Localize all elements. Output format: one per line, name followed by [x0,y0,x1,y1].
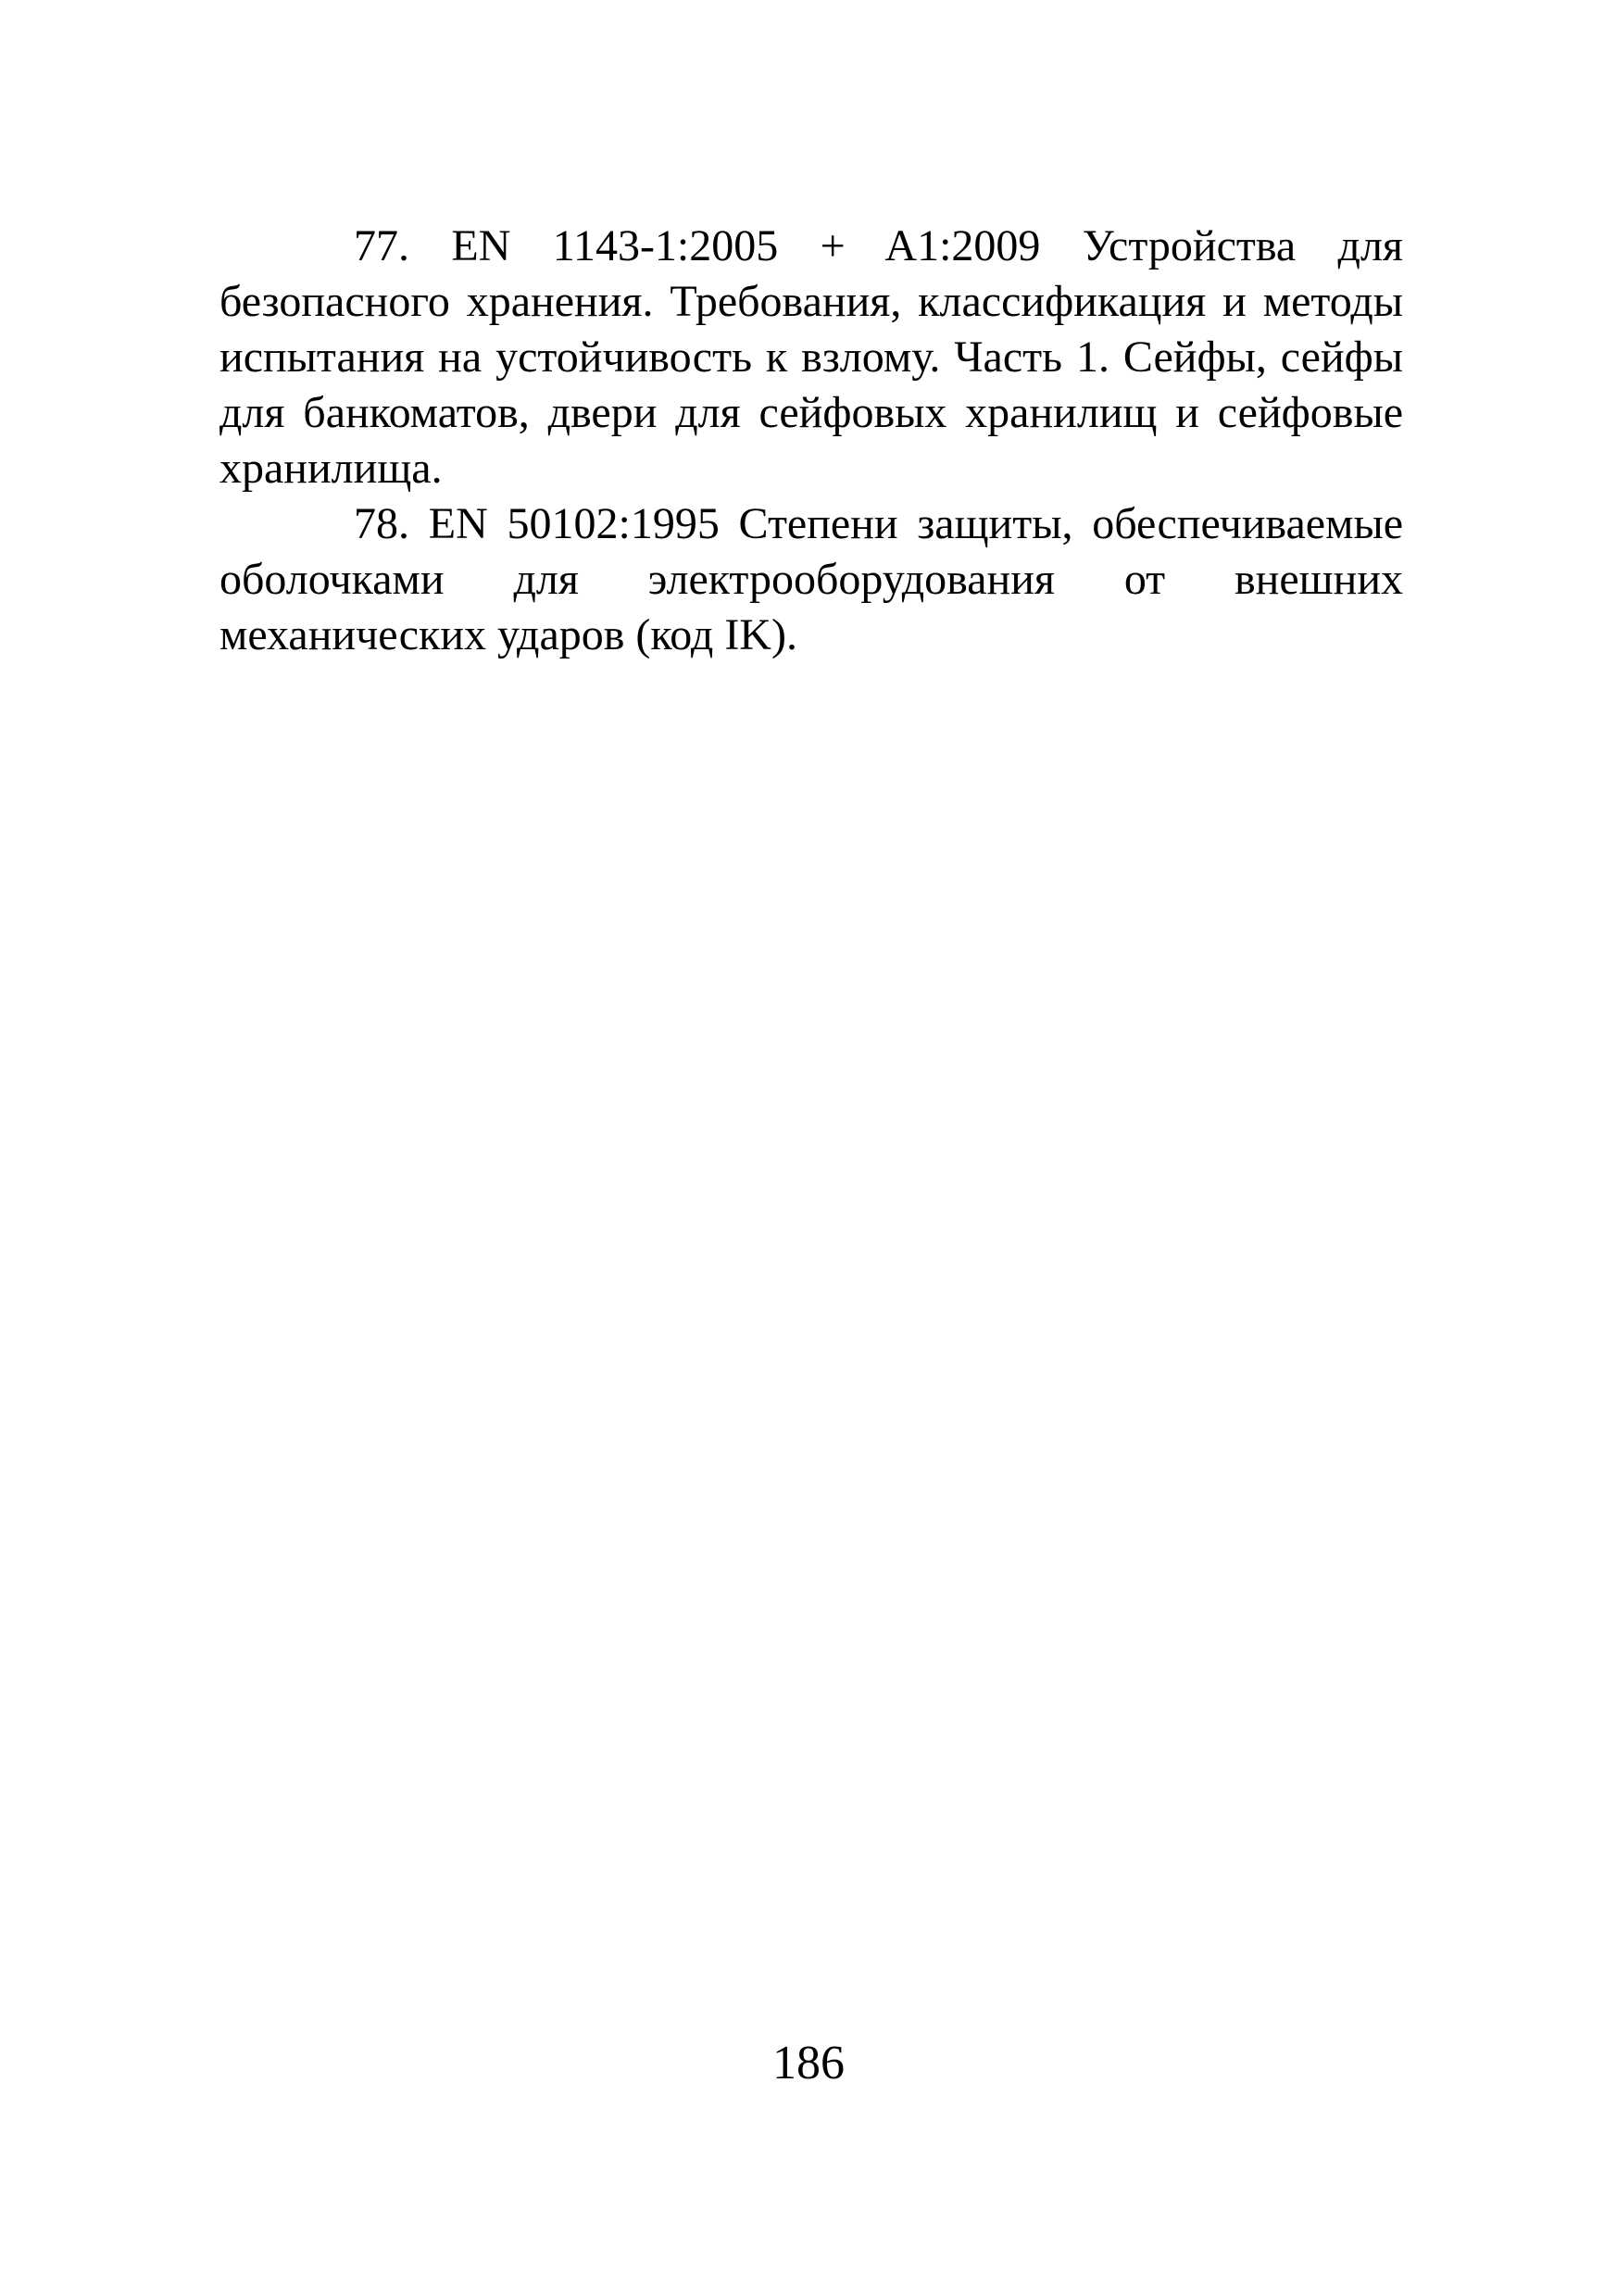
references-list [219,219,1403,663]
entry-text: EN 50102:1995 Степени защиты, обеспечиваемые оболочками для электрооборудования от внешних механических ударов (код IK). [219,499,1404,659]
entry-number: 78. [354,499,409,548]
reference-entry-78 [219,496,1403,663]
page-number: 186 [772,2037,845,2089]
entry-number: 77. [354,221,409,270]
reference-entry-77 [219,219,1403,496]
entry-text: EN 1143-1:2005 + A1:2009 Устройства для безопасного хранения. Требования, классификация и методы испытания на устойчивость к взлому. Часть 1. Сейфы, сейфы для банкоматов, двери для сейфовых хранилищ и сейфовые хранилища. [219,221,1403,493]
